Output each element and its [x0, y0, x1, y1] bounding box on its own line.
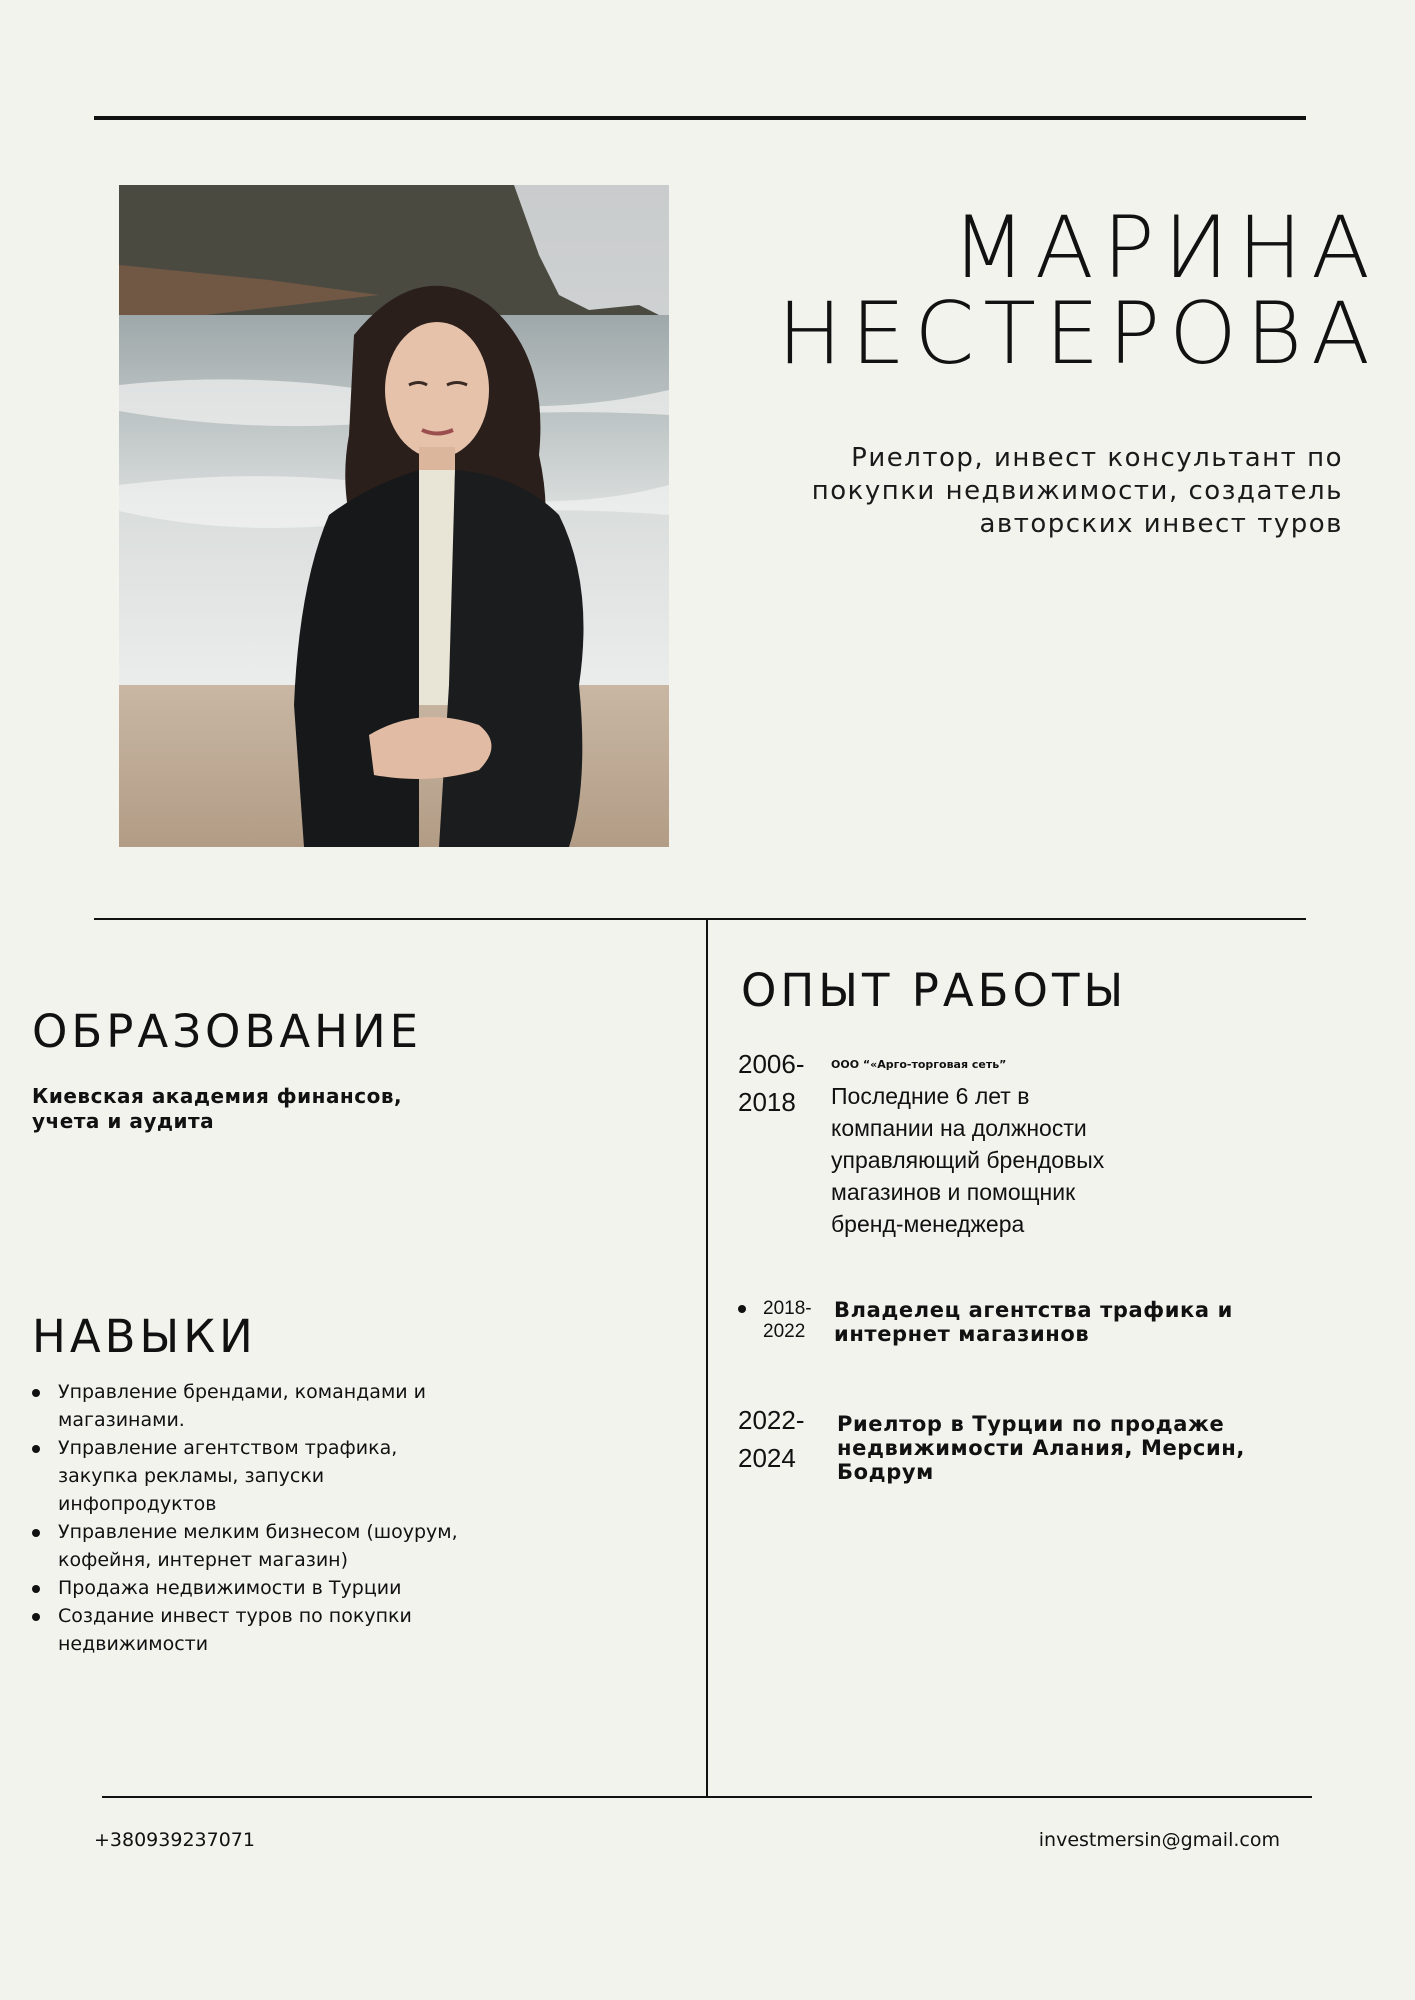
job-description: Последние 6 лет в компании на должности управляющий брендовых магазинов и помощник бренд-менеджера [831, 1083, 1105, 1237]
bullet-icon [32, 1585, 40, 1593]
experience-heading: ОПЫТ РАБОТЫ [741, 964, 1128, 1017]
job-years: 2018-2022 [763, 1298, 812, 1342]
column-divider [706, 918, 708, 1796]
job-title: Владелец агентства трафика и интернет магазинов [834, 1298, 1233, 1346]
skill-item: Создание инвест туров по покупки недвижимости [32, 1602, 482, 1658]
skills-heading: НАВЫКИ [32, 1310, 257, 1363]
professional-tagline: Риелтор, инвест консультант по покупки недвижимости, создатель авторских инвест туров [811, 443, 1343, 539]
bullet-icon [32, 1389, 40, 1397]
skill-item: Управление агентством трафика, закупка рекламы, запуски инфопродуктов [32, 1434, 482, 1518]
name-first: МАРИНА [951, 198, 1379, 298]
job-years: 2022-2024 [738, 1405, 805, 1473]
skills-list [32, 1378, 482, 1658]
top-rule [94, 116, 1306, 120]
bullet-icon [32, 1613, 40, 1621]
job-title: Риелтор в Турции по продаже недвижимости Алания, Мерсин, Бодрум [837, 1412, 1245, 1484]
middle-rule [94, 918, 1306, 920]
profile-photo [119, 185, 669, 847]
bullet-icon [32, 1529, 40, 1537]
job-years: 2006-2018 [738, 1049, 805, 1117]
phone-number[interactable]: +380939237071 [94, 1829, 255, 1851]
bottom-rule [102, 1796, 1312, 1798]
bullet-icon [738, 1305, 746, 1313]
skill-item: Управление брендами, командами и магазинами. [32, 1378, 482, 1434]
name-last: НЕСТЕРОВА [777, 284, 1379, 384]
education-school: Киевская академия финансов, учета и аудита [32, 1084, 403, 1133]
email-address[interactable]: investmersin@gmail.com [1038, 1829, 1280, 1851]
education-heading: ОБРАЗОВАНИЕ [32, 1005, 423, 1058]
job-company: ООО “«Арго-торговая сеть” [831, 1058, 1007, 1071]
bullet-icon [32, 1445, 40, 1453]
person-name [777, 198, 1379, 384]
skill-item: Продажа недвижимости в Турции [32, 1574, 482, 1602]
skill-item: Управление мелким бизнесом (шоурум, кофейня, интернет магазин) [32, 1518, 482, 1574]
